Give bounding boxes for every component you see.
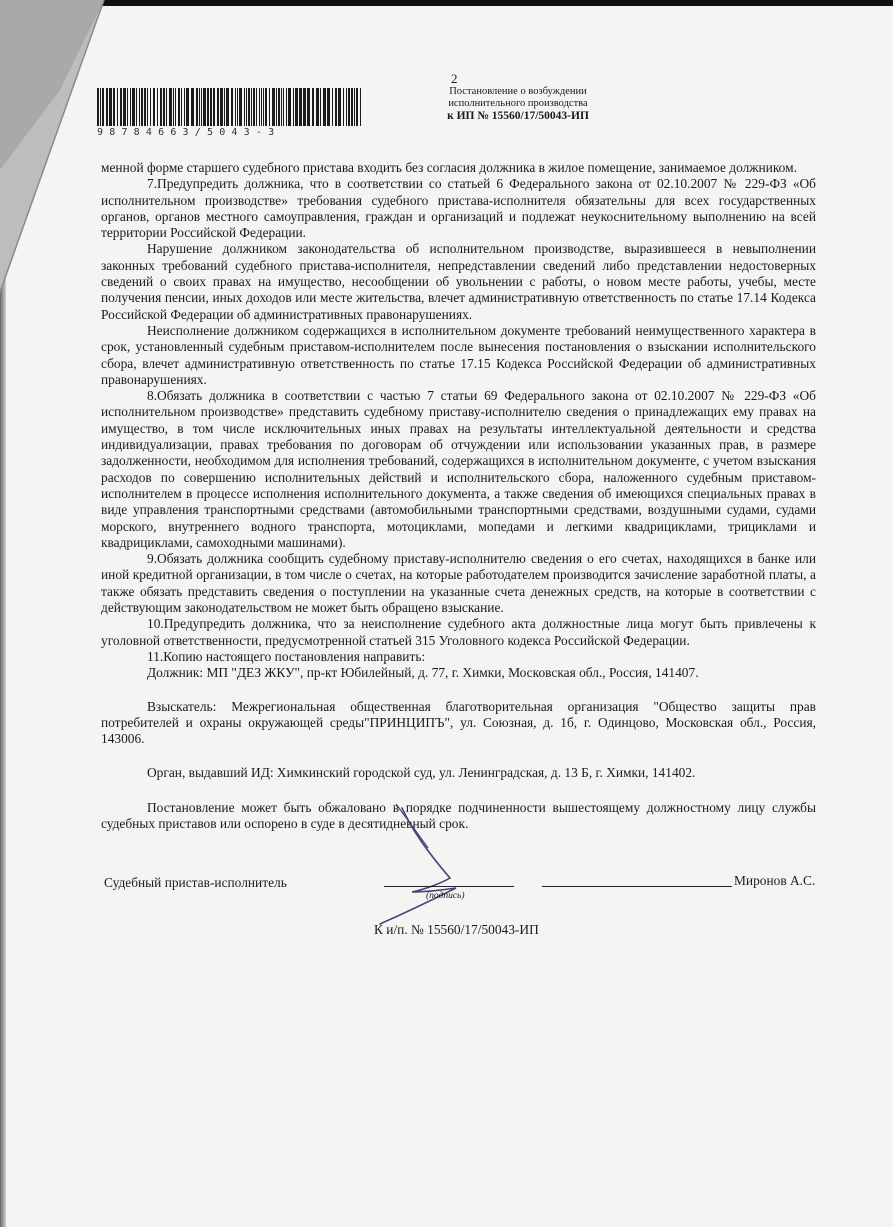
- barcode: [97, 88, 365, 138]
- scan-edge-top: [0, 0, 893, 6]
- barcode-bars: [97, 88, 365, 126]
- barcode-digits: 98784663/5043-3: [97, 127, 281, 138]
- page-number: 2: [451, 71, 458, 86]
- doc-title-line2: исполнительного производства: [448, 98, 588, 109]
- signer-role: Судебный пристав-исполнитель: [104, 875, 287, 890]
- folded-corner: [0, 0, 110, 300]
- doc-number: к ИП № 15560/17/50043-ИП: [447, 110, 589, 122]
- paragraph-item-10: 10.Предупредить должника, что за неисполнение судебного акта должностные лица могут быть привлечены к уголовной ответственности, предусмотренной статьей 315 Уголовного кодекса Российской Федерации.: [101, 616, 816, 648]
- document-header: [418, 86, 618, 122]
- paragraph-violation: Нарушение должником законодательства об исполнительном производстве, выразившееся в невыполнении законных требований судебного пристава-исполнителя, непредставлении сведений либо представлении недостоверных сведений о своих правах на имущество, несообщении об увольнении с работы, о новом месте работы, учебы, месте получения пенсии, иных доходов или месте жительства, влечет административную ответственность по статье 17.14 Кодекса Российской Федерации об административных правонарушениях.: [101, 241, 816, 322]
- document-body: [101, 160, 816, 832]
- claimant-address: Взыскатель: Межрегиональная общественная благотворительная организация "Общество защиты прав потребителей и охраны окружающей среды"ПРИНЦИПЪ", ул. Союзная, д. 1б, г. Одинцово, Московская обл., Россия, 143006.: [101, 698, 816, 747]
- paragraph-item-11: 11.Копию настоящего постановления направить:: [147, 648, 426, 664]
- signature-caption: (подпись): [426, 891, 465, 901]
- signature-line: [384, 886, 514, 887]
- paragraph-item-8: 8.Обязать должника в соответствии с частью 7 статьи 69 Федерального закона от 02.10.2007 № 229-ФЗ «Об исполнительном производстве» представить судебному приставу-исполнителю сведения о принадлежащих ему правах на имущество, в том числе исключительных иных правах на результаты интеллектуальной деятельности и средства индивидуализации, правах требования по договорам об отчуждении или использовании указанных прав, в размере задолженности, необходимом для исполнения требований, содержащихся в исполнительном документе, с учетом взыскания расходов по совершению исполнительных действий и исполнительского сбора, наложенного судебным приставом-исполнителем в процессе исполнения исполнительного документа, а также сведения об имеющихся специальных правах в виде управления транспортными средствами (автомобильными транспортными средствами, воздушными судами, судами морского, внутреннего водного транспорта, мотоциклами, мопедами и легкими квадрициклами, трициклами и квадрициклами, самоходными машинами).: [101, 388, 816, 550]
- paragraph-item-7: 7.Предупредить должника, что в соответствии со статьей 6 Федерального закона от 02.10.2007 № 229-ФЗ «Об исполнительном производстве» требования судебного пристава-исполнителя обязательны для всех государственных органов, органов местного самоуправления, граждан и организаций и подлежат неукоснительному выполнению на всей территории Российской Федерации.: [101, 176, 816, 241]
- issuing-authority: Орган, выдавший ИД: Химкинский городской суд, ул. Ленинградская, д. 13 Б, г. Химки, 141402.: [147, 765, 696, 781]
- handwritten-signature: [372, 800, 482, 930]
- signer-name: Миронов А.С.: [734, 873, 816, 888]
- footer-case-number: К и/п. № 15560/17/50043-ИП: [374, 922, 539, 937]
- debtor-address: Должник: МП "ДЕЗ ЖКУ", пр-кт Юбилейный, д. 77, г. Химки, Московская обл., Россия, 141407.: [147, 665, 699, 681]
- paragraph-continuation: менной форме старшего судебного пристава входить без согласия должника в жилое помещение, занимаемое должником.: [101, 160, 797, 175]
- paragraph-non-execution: Неисполнение должником содержащихся в исполнительном документе требований неимущественного характера в срок, установленный судебным приставом-исполнителем после вынесения постановления о взыскании исполнительского сбора, влечет административную ответственность по статье 17.15 Кодекса Российской Федерации об административных правонарушениях.: [101, 322, 816, 387]
- paragraph-item-9: 9.Обязать должника сообщить судебному приставу-исполнителю сведения о его счетах, находящихся в банке или иной кредитной организации, в том числе о счетах, на которые работодателем производится зачисление заработной платы, а также обязать представить сведения о поступлении на указанные счета денежных средств, на которые в соответствии с действующим законодательством не может быть обращено взыскание.: [101, 551, 816, 616]
- doc-title-line1: Постановление о возбуждении: [449, 86, 587, 97]
- appeal-notice: Постановление может быть обжаловано в порядке подчиненности вышестоящему должностному лицу службы судебных приставов или оспорено в суде в десятидневный срок.: [101, 799, 816, 831]
- name-line: [542, 886, 732, 887]
